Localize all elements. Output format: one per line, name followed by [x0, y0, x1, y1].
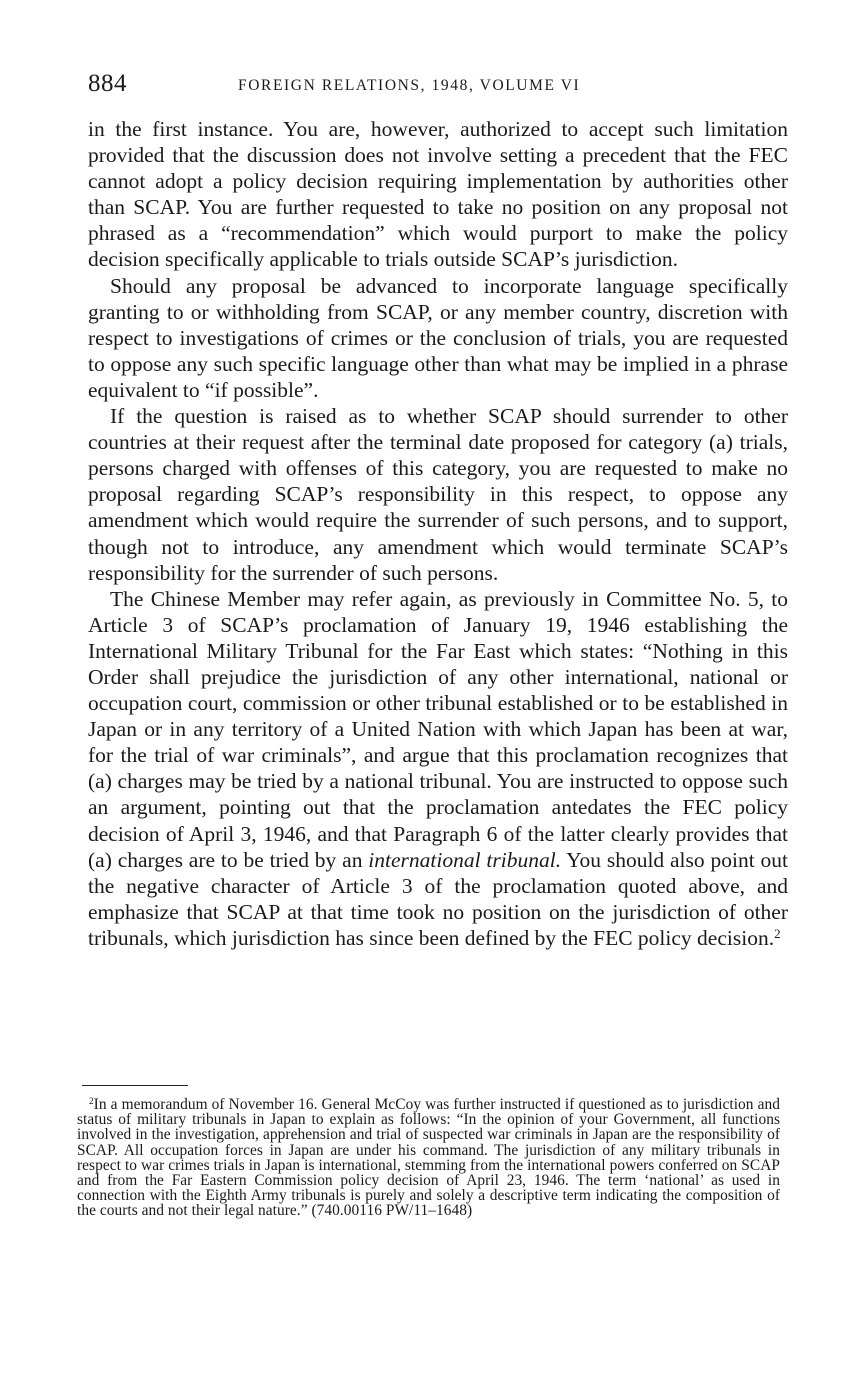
- paragraph-3: If the question is raised as to whether SCAP should surrender to other countries at their request after the terminal date proposed for category (a) trials, persons charged with offenses of this category, you are requested to make no proposal regarding SCAP’s responsibility in this respect, to oppose any amendment which would require the surrender of such persons, and to support, though not to introduce, any amendment which would terminate SCAP’s responsibility for the surrender of such persons.: [88, 404, 788, 585]
- footnote-2: [77, 1097, 780, 1219]
- running-head: FOREIGN RELATIONS, 1948, VOLUME VI: [238, 77, 581, 94]
- footnotes: [77, 1097, 780, 1219]
- page-number: 884: [88, 70, 127, 97]
- paragraph-4-text-b: You should also point out the negative character of Article 3 of the proclamation quoted above, and emphasize that SCAP at that time took no position on the jurisdiction of other tribunals, which jurisdiction has since been defined by the FEC policy decision.: [88, 847, 788, 950]
- paragraph-2: Should any proposal be advanced to incorporate language specifically granting to or withholding from SCAP, or any member country, discretion with respect to investigations of crimes or the conclusion of trials, you are requested to oppose any such specific language other than what may be implied in a phrase equivalent to “if possible”.: [88, 273, 788, 402]
- footnote-marker: 2: [89, 1095, 94, 1106]
- footnote-divider: [82, 1085, 188, 1086]
- paragraph-4: [88, 586, 788, 951]
- paragraph-4-italic: international tribunal.: [368, 847, 562, 872]
- page-header: [88, 70, 788, 106]
- body-text: [88, 116, 788, 951]
- footnote-reference[interactable]: 2: [774, 926, 781, 941]
- paragraph-1: in the first instance. You are, however, authorized to accept such limitation provided that the discussion does not involve setting a precedent that the FEC cannot adopt a policy decision requiring implementation by authorities other than SCAP. You are further requested to take no position on any proposal not phrased as a “recommendation” which would purport to make the policy decision specifically applicable to trials outside SCAP’s jurisdiction.: [88, 117, 788, 272]
- paragraph-4-text-a: The Chinese Member may refer again, as previously in Committee No. 5, to Article 3 of SCAP’s proclamation of January 19, 1946 establishing the International Military Tribunal for the Far East which states: “Nothing in this Order shall prejudice the jurisdiction of any other international, national or occupation court, commission or other tribunal established or to be established in Japan or in any territory of a United Nation with which Japan has been at war, for the trial of war criminals”, and argue that this proclamation recognizes that (a) charges may be tried by a national tribunal. You are instructed to oppose such an argument, pointing out that the proclamation antedates the FEC policy decision of April 3, 1946, and that Paragraph 6 of the latter clearly provides that (a) charges are to be tried by an: [88, 586, 788, 872]
- footnote-text: In a memorandum of November 16. General McCoy was further instructed if questioned as to jurisdiction and status of military tribunals in Japan to explain as follows: “In the opinion of your Government, all functions involved in the investigation, apprehension and trial of suspected war criminals in Japan are the responsibility of SCAP. All occupation forces in Japan are under his command. The jurisdiction of any military tribunals in respect to war crimes trials in Japan is international, stemming from the international powers conferred on SCAP and from the Far Eastern Commission policy decision of April 23, 1946. The term ‘national’ as used in connection with the Eighth Army tribunals is purely and solely a descriptive term indicating the composition of the courts and not their legal nature.” (740.00116 PW/11–1648): [77, 1096, 780, 1220]
